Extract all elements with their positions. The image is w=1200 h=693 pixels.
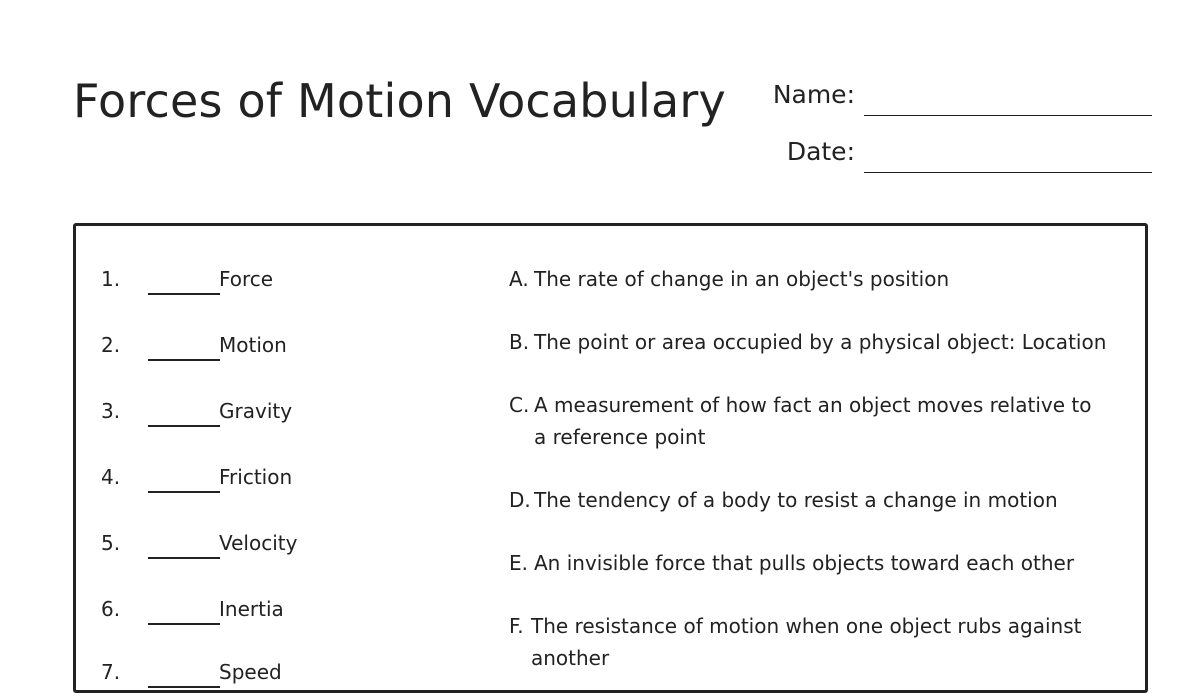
definition-letter: E.: [509, 551, 528, 575]
term-number: 3.: [101, 399, 121, 423]
date-label: Date:: [786, 137, 855, 166]
definition-letter: C.: [509, 393, 530, 417]
answer-blank[interactable]: [148, 623, 220, 625]
term-word: Gravity: [219, 399, 293, 423]
definition-text: A measurement of how fact an object moves relative to a reference point: [534, 393, 1092, 449]
name-line[interactable]: [864, 115, 1152, 116]
definition-item: [509, 547, 1119, 579]
matching-panel: [73, 223, 1148, 693]
term-word: Friction: [219, 465, 293, 489]
term-word: Velocity: [219, 531, 298, 555]
definition-item: [509, 484, 1119, 516]
page-title: Forces of Motion Vocabulary: [73, 74, 726, 128]
definition-letter: A.: [509, 267, 529, 291]
term-word: Inertia: [219, 597, 284, 621]
definition-text: An invisible force that pulls objects toward each other: [534, 551, 1075, 575]
definition-item: [509, 326, 1119, 358]
term-number: 4.: [101, 465, 121, 489]
answer-blank[interactable]: [148, 491, 220, 493]
definition-text: The resistance of motion when one object rubs against another: [531, 614, 1082, 670]
definition-text: The tendency of a body to resist a change in motion: [534, 488, 1058, 512]
definition-letter: F.: [509, 614, 524, 638]
term-number: 6.: [101, 597, 121, 621]
term-word: Speed: [219, 660, 282, 684]
term-word: Motion: [219, 333, 287, 357]
answer-blank[interactable]: [148, 293, 220, 295]
answer-blank[interactable]: [148, 686, 220, 688]
answer-blank[interactable]: [148, 557, 220, 559]
date-line[interactable]: [864, 172, 1152, 173]
term-number: 7.: [101, 660, 121, 684]
definition-letter: D.: [509, 488, 531, 512]
term-number: 2.: [101, 333, 121, 357]
definition-item: [509, 389, 1109, 453]
definition-item: [509, 263, 1119, 295]
definition-letter: B.: [509, 330, 530, 354]
term-number: 1.: [101, 267, 121, 291]
definition-item: [509, 610, 1099, 674]
answer-blank[interactable]: [148, 425, 220, 427]
answer-blank[interactable]: [148, 359, 220, 361]
term-word: Force: [219, 267, 274, 291]
definition-text: The rate of change in an object's position: [534, 267, 950, 291]
term-number: 5.: [101, 531, 121, 555]
definition-text: The point or area occupied by a physical object: Location: [534, 330, 1107, 354]
name-label: Name:: [772, 80, 855, 109]
